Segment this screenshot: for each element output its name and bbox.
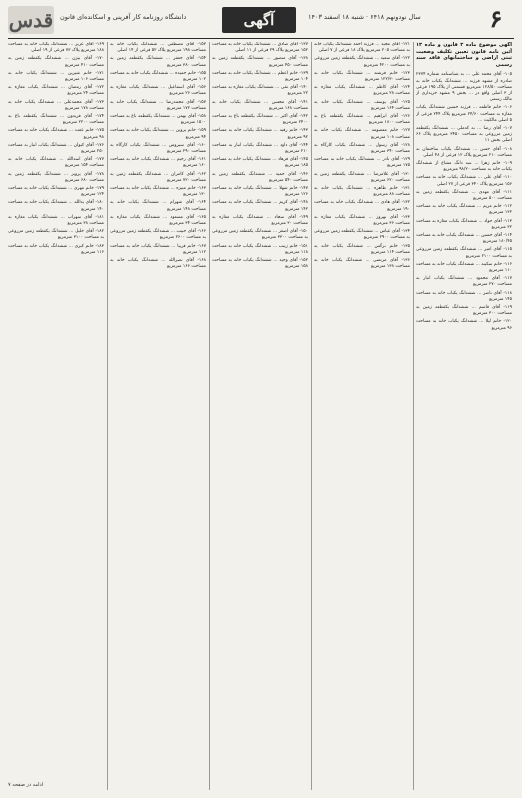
notice-item: ۱۴۹- آقای سجاد ... ششدانگ یکباب مغازه به مساحت ۳۰ مترمربع [212, 214, 308, 227]
column-divider [311, 42, 312, 790]
notice-item: ۱۳۶- آقای مرتضی ... ششدانگ یکباب خانه به مساحت ۱۳۸ مترمربع [314, 258, 410, 270]
notice-item: ۱۰۷- آقای رضا ... به کدملی ... ششدانگ یکقطعه زمین مزروعی به مساحت ۳۴۵۰ مترمربع پلاک ۶۶ اصلی بخش ۱۱ [416, 126, 512, 144]
column-items [110, 42, 206, 271]
notice-item: ۱۱۵- آقای امیر ... ششدانگ یکقطعه زمین مزروعی به مساحت ۲۱۰۰ مترمربع [416, 247, 512, 259]
notice-item: ۱۷۹- خانم مهری ... ششدانگ یکباب خانه به مساحت ۱۲۴ مترمربع [8, 186, 104, 198]
notice-item: ۱۲۴- آقای کاظم ... ششدانگ یکباب مغازه به مساحت ۲۸ مترمربع [314, 85, 410, 97]
notice-item: ۱۳۵- خانم نرگس ... ششدانگ یکباب خانه به مساحت ۱۱۴ مترمربع [314, 243, 410, 255]
notice-item: ۱۴۴- آقای داود ... ششدانگ یکباب انبار به مساحت ۲۱۰ مترمربع [212, 142, 308, 155]
column-divider [413, 42, 414, 790]
notice-item: ۱۷۲- آقای رمضان ... ششدانگ یکباب مغازه به مساحت ۲۴ مترمربع [8, 85, 104, 97]
notice-item: ۱۳۷- آقای صادق ... ششدانگ یکباب خانه به مساحت ۱۵۲ مترمربع پلاک ۲۹ فرعی از ۱۱ اصلی [212, 42, 308, 54]
notice-item: ۱۵۲- آقای وحید ... ششدانگ یکباب خانه به مساحت ۱۵۸ مترمربع [212, 258, 308, 270]
notice-item: ۱۴۸- آقای کریم ... ششدانگ یکباب خانه به مساحت ۱۴۲ مترمربع [212, 200, 308, 212]
notice-item: ۱۵۳- آقای مصطفی ... ششدانگ یکباب خانه به مساحت ۱۹۸ مترمربع پلاک ۵۲ فرعی از ۱۴ اصلی [110, 42, 206, 54]
column-5 [8, 42, 104, 790]
section-title: آگهی [222, 7, 296, 33]
notice-item: ۱۱۳- آقای جواد ... ششدانگ یکباب مغازه به مساحت ۳۲ مترمربع [416, 218, 512, 230]
notice-item: ۱۵۵- خانم حمیده ... ششدانگ یکباب خانه به مساحت ۱۰۲ مترمربع [110, 70, 206, 83]
notice-item: ۱۴۷- خانم شهلا ... ششدانگ یکباب خانه به مساحت ۱۲۶ مترمربع [212, 186, 308, 198]
column-4 [110, 42, 206, 790]
issue-info: سال نودونهم ۶۴۱۸ · شنبه ۱۸ اسفند ۱۴۰۳ [308, 13, 421, 21]
page-number: ۶ [489, 4, 503, 33]
notice-item: ۱۷۷- آقای اسدالله ... ششدانگ یکباب خانه به مساحت ۱۵۴ مترمربع [8, 157, 104, 169]
notice-item: ۱۶۳- خانم منیژه ... ششدانگ یکباب خانه به مساحت ۱۳۰ مترمربع [110, 186, 206, 198]
notice-item: ۱۶۱- آقای رحیم ... ششدانگ یکباب خانه به مساحت ۱۶۰ مترمربع [110, 157, 206, 169]
column-divider [107, 42, 108, 790]
notice-item: ۱۴۵- آقای فرهاد ... ششدانگ یکباب خانه به مساحت ۱۸۵ مترمربع [212, 157, 308, 169]
notice-item: ۱۴۳- خانم رقیه ... ششدانگ یکباب خانه به مساحت ۹۲ مترمربع [212, 128, 308, 140]
column-1 [416, 42, 512, 790]
column-items [212, 42, 308, 271]
notice-item: ۱۲۵- آقای یوسف ... ششدانگ یکباب خانه به مساحت ۱۶۴ مترمربع [314, 99, 410, 111]
notice-item: ۱۶۸- آقای نصرالله ... ششدانگ یکباب خانه به مساحت ۱۶۶ مترمربع [110, 258, 206, 270]
notice-item: ۱۲۱- آقای مجید ... فرزند احمد ششدانگ یکباب خانه به مساحت ۲۰۵ مترمربع پلاک ۱۸ فرعی از ۷ اصلی [314, 42, 410, 54]
notice-item: ۱۱۲- خانم مریم ... ششدانگ یکباب خانه به مساحت ۱۳۲ مترمربع [416, 204, 512, 216]
notice-item: ۱۸۱- آقای سهراب ... ششدانگ یکباب مغازه به مساحت ۳۸ مترمربع [8, 214, 104, 227]
notice-item: ۱۵۶- آقای اسماعیل ... ششدانگ یکباب مغازه به مساحت ۲۶ مترمربع [110, 85, 206, 97]
notice-item: ۱۱۶- خانم سکینه ... ششدانگ یکباب خانه به مساحت ۱۱۰ مترمربع [416, 261, 512, 274]
notice-item: ۱۸۰- آقای یدالله ... ششدانگ یکباب خانه به مساحت ۱۴۰ مترمربع [8, 200, 104, 212]
notice-item: ۱۲۶- آقای ابراهیم ... ششدانگ یکقطعه باغ به مساحت ۱۸۰۰ مترمربع [314, 114, 410, 126]
notice-item: ۱۴۰- آقای تقی ... ششدانگ یکباب مغازه به مساحت ۲۲ مترمربع [212, 85, 308, 97]
newspaper-logo: قدس [8, 8, 54, 32]
notice-item: ۱۲۲- آقای سعید ... ششدانگ یکقطعه زمین مزروعی به مساحت ۴۲۰۰ مترمربع [314, 56, 410, 68]
column-3 [212, 42, 308, 790]
notice-item: ۱۱۸- آقای ناصر ... ششدانگ یکباب خانه به مساحت ۱۴۵ مترمربع [416, 290, 512, 302]
column-items [8, 42, 104, 256]
notice-item: ۱۴۱- آقای محسن ... ششدانگ یکباب خانه به مساحت ۱۶۸ مترمربع [212, 99, 308, 111]
notice-columns [8, 42, 514, 792]
notice-item: ۱۷۰- آقای بیژن ... ششدانگ یکقطعه زمین به مساحت ۴۱۰ مترمربع [8, 56, 104, 68]
column-divider [209, 42, 210, 790]
notice-item: ۱۱۴- آقای حسین ... ششدانگ یکباب خانه به مساحت ۱۸۰/۴۵ مترمربع [416, 233, 512, 245]
notice-item: ۱۵۱- خانم زینب ... ششدانگ یکباب خانه به مساحت ۱۱۸ مترمربع [212, 243, 308, 255]
column-items [416, 72, 512, 332]
notice-item: ۱۵۸- آقای بهمن ... ششدانگ یکقطعه باغ به مساحت ۱۵۰۰ مترمربع [110, 114, 206, 126]
notice-item: ۱۷۸- آقای پرویز ... ششدانگ یکقطعه زمین به مساحت ۶۸۰ مترمربع [8, 171, 104, 183]
lead-notice: آگهی موضوع ماده ۳ قانون و ماده ۱۳ آئین نامه قانون تعیین تکلیف وضعیت ثبتی اراضی و ساختمانهای فاقد سند رسمی [416, 42, 512, 68]
notice-item: ۱۲۷- خانم معصومه ... ششدانگ یکباب خانه به مساحت ۱۰۸ مترمربع [314, 128, 410, 140]
notice-item: ۱۳۰- آقای غلامرضا ... ششدانگ یکقطعه زمین به مساحت ۶۲۰ مترمربع [314, 171, 410, 183]
notice-item: ۱۳۳- آقای بهروز ... ششدانگ یکباب مغازه به مساحت ۳۶ مترمربع [314, 214, 410, 227]
notice-item: ۱۱۰- آقای علی ... ششدانگ یکباب خانه به مساحت ۱۵۶ مترمربع پلاک ۳۴۰ فرعی از ۲۷ اصلی [416, 175, 512, 187]
tagline: دانشگاه روزنامه کار آفرینی و اسکانده‌ای قانون [60, 13, 187, 21]
notice-item: ۱۶۷- خانم فریبا ... ششدانگ یکباب خانه به مساحت ۱۱۲ مترمربع [110, 243, 206, 255]
notice-item: ۱۱۷- آقای محمود ... ششدانگ یکباب انبار به مساحت ۲۷۰ مترمربع [416, 276, 512, 288]
notice-item: ۱۶۲- آقای کامران ... ششدانگ یکقطعه زمین به مساحت ۷۲۰ مترمربع [110, 171, 206, 183]
notice-item: ۱۶۴- آقای شهرام ... ششدانگ یکباب خانه به مساحت ۱۴۸ مترمربع [110, 200, 206, 212]
notice-item: ۱۵۷- آقای محمدرضا ... ششدانگ یکباب خانه به مساحت ۱۷۲ مترمربع [110, 99, 206, 111]
notice-item: ۱۸۲- آقای خلیل ... ششدانگ یکقطعه زمین مزروعی به مساحت ۳۱۰۰ مترمربع [8, 229, 104, 241]
masthead [8, 4, 514, 39]
notice-item: ۱۳۲- آقای هادی ... ششدانگ یکباب خانه به مساحت ۱۹۰ مترمربع [314, 200, 410, 212]
notice-item: ۱۸۳- خانم کبری ... ششدانگ یکباب خانه به مساحت ۱۱۶ مترمربع [8, 243, 104, 255]
notice-item: ۱۰۶- خانم فاطمه ... فرزند حسین ششدانگ یکباب مغازه به مساحت ۲۴/۶۰ مترمربع پلاک ۲۴۴ فرعی از ۵ اصلی مالکیت ... [416, 105, 512, 123]
notice-item: ۱۲۳- خانم فرشته ... ششدانگ یکباب خانه به مساحت ۱۲۲/۳۰ مترمربع [314, 70, 410, 83]
notice-item: ۱۶۰- آقای سیروس ... ششدانگ یکباب کارگاه به مساحت ۲۹۰ مترمربع [110, 142, 206, 155]
notice-item: ۱۳۸- آقای منصور ... ششدانگ یکقطعه زمین به مساحت ۴۵۰ مترمربع [212, 56, 308, 68]
notice-item: ۱۴۲- آقای اکبر ... ششدانگ یکقطعه باغ به مساحت ۲۴۰۰ مترمربع [212, 114, 308, 126]
notice-item: ۱۳۹- خانم اعظم ... ششدانگ یکباب خانه به مساحت ۱۰۴ مترمربع [212, 70, 308, 83]
notice-item: ۱۰۹- خانم زهرا ... سه دانگ مشاع از ششدانگ یکباب خانه به مساحت ۹۸/۲۰ مترمربع [416, 161, 512, 173]
notice-item: ۱۳۱- خانم طاهره ... ششدانگ یکباب خانه به مساحت ۸۸ مترمربع [314, 186, 410, 198]
notice-item: ۱۶۵- آقای مسعود ... ششدانگ یکباب مغازه به مساحت ۳۴ مترمربع [110, 214, 206, 227]
notice-item: ۱۶۶- آقای حبیب ... ششدانگ یکقطعه زمین مزروعی به مساحت ۲۶۰۰ مترمربع [110, 229, 206, 241]
notice-item: ۱۶۹- آقای عزیز ... ششدانگ یکباب خانه به مساحت ۱۸۸ مترمربع پلاک ۷۳ فرعی از ۱۹ اصلی [8, 42, 104, 54]
column-2 [314, 42, 410, 790]
notice-item: ۱۷۳- آقای محمدعلی ... ششدانگ یکباب خانه به مساحت ۱۷۸ مترمربع [8, 99, 104, 111]
notice-item: ۱۵۴- آقای جعفر ... ششدانگ یکقطعه زمین به مساحت ۳۸۰ مترمربع [110, 56, 206, 68]
notice-item: ۱۴۶- آقای حمید ... ششدانگ یکقطعه زمین به مساحت ۵۴۰ مترمربع [212, 171, 308, 183]
notice-item: ۱۲۰- خانم لیلا ... ششدانگ یکباب خانه به مساحت ۹۶ مترمربع [416, 319, 512, 331]
column-items [314, 42, 410, 271]
notice-item: ۱۷۴- آقای فریدون ... ششدانگ یکقطعه باغ به مساحت ۲۲۰۰ مترمربع [8, 114, 104, 126]
notice-item: ۱۳۴- آقای عباس ... ششدانگ یکقطعه زمین مزروعی به مساحت ۲۹۰۰ مترمربع [314, 229, 410, 241]
notice-item: ۱۵۰- آقای اصغر ... ششدانگ یکقطعه زمین مزروعی به مساحت ۳۳۰۰ مترمربع [212, 229, 308, 241]
notice-item: ۱۲۹- آقای نادر ... ششدانگ یکباب خانه به مساحت ۱۷۵ مترمربع [314, 157, 410, 169]
notice-item: ۱۲۸- آقای رسول ... ششدانگ یکباب کارگاه به مساحت ۳۴۰ مترمربع [314, 142, 410, 155]
continued-note: ادامه در صفحه ۷ [8, 782, 44, 788]
notice-item: ۱۷۱- خانم شیرین ... ششدانگ یکباب خانه به مساحت ۱۰۶ مترمربع [8, 70, 104, 83]
notice-item: ۱۵۹- خانم پروین ... ششدانگ یکباب خانه به مساحت ۹۴ مترمربع [110, 128, 206, 140]
notice-item: ۱۷۵- خانم عفت ... ششدانگ یکباب خانه به مساحت ۹۸ مترمربع [8, 128, 104, 140]
notice-item: ۱۱۹- آقای قاسم ... ششدانگ یکقطعه زمین به مساحت ۳۰۰ مترمربع [416, 305, 512, 317]
notice-item: ۱۰۸- آقای حسن ... ششدانگ یکباب ساختمان به مساحت ۲۱۰ مترمربع پلاک ۱۲ فرعی از ۴۸ اصلی [416, 146, 512, 158]
notice-item: ۱۰۵- آقای محمد علی ... به شناسنامه شماره ۲۳۷۴ صادره از مشهد فرزند ... ششدانگ یکباب خانه به مساحت ۱۲۸/۵۰ مترمربع قسمتی از پلاک ۱۹۵ فرعی از ۳ اصلی واقع در ... بخش ۹ مشهد خریداری از مالک رسمی [416, 72, 512, 103]
notice-item: ۱۱۱- آقای مهدی ... ششدانگ یکقطعه زمین به مساحت ۵۰۰ مترمربع [416, 189, 512, 202]
notice-item: ۱۷۶- آقای کیوان ... ششدانگ یکباب انبار به مساحت ۲۵۰ مترمربع [8, 142, 104, 155]
